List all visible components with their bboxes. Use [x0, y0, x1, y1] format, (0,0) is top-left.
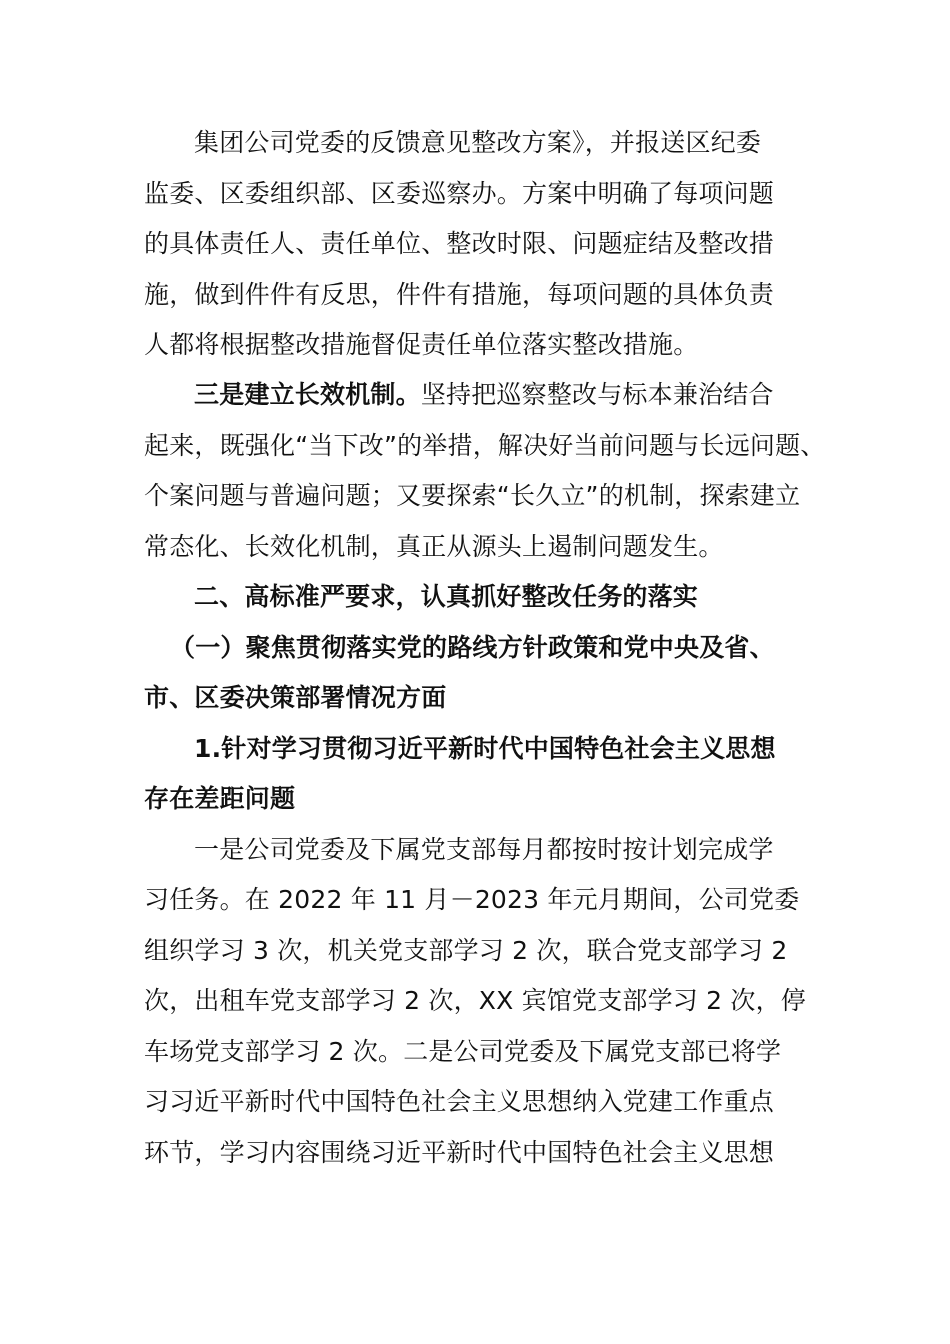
subsection-heading-cont: 市、区委决策部署情况方面 — [144, 683, 447, 712]
paragraph-text: 坚持把巡察整改与标本兼治结合 — [420, 380, 774, 409]
paragraph-line: 集团公司党委的反馈意见整改方案》，并报送区纪委 — [194, 128, 762, 157]
paragraph-line: 车场党支部学习 2 次。二是公司党委及下属党支部已将学 — [144, 1037, 782, 1066]
item-heading-cont: 存在差距问题 — [144, 784, 296, 813]
paragraph-line-with-lead — [194, 369, 824, 420]
paragraph-line: 组织学习 3 次，机关党支部学习 2 次，联合党支部学习 2 — [144, 936, 788, 965]
subsection-heading: （一）聚焦贯彻落实党的路线方针政策和党中央及省、 — [170, 633, 775, 662]
paragraph-line: 常态化、长效化机制，真正从源头上遏制问题发生。 — [144, 532, 724, 561]
paragraph-line: 施，做到件件有反思，件件有措施，每项问题的具体负责 — [144, 280, 775, 309]
paragraph-line: 起来，既强化“当下改”的举措，解决好当前问题与长远问题、 — [144, 431, 826, 460]
paragraph-line: 人都将根据整改措施督促责任单位落实整改措施。 — [144, 330, 699, 359]
paragraph-line: 次，出租车党支部学习 2 次，XX 宾馆党支部学习 2 次，停 — [144, 986, 807, 1015]
paragraph-line: 环节，学习内容围绕习近平新时代中国特色社会主义思想 — [144, 1138, 775, 1167]
bold-lead: 三是建立长效机制。 — [194, 380, 421, 409]
paragraph-line: 的具体责任人、责任单位、整改时限、问题症结及整改措 — [144, 229, 775, 258]
paragraph-line: 习任务。在 2022 年 11 月－2023 年元月期间，公司党委 — [144, 885, 800, 914]
paragraph-line: 一是公司党委及下属党支部每月都按时按计划完成学 — [194, 835, 774, 864]
item-heading: 1.针对学习贯彻习近平新时代中国特色社会主义思想 — [194, 734, 776, 763]
section-heading: 二、高标准严要求，认真抓好整改任务的落实 — [194, 582, 699, 611]
paragraph-line: 习习近平新时代中国特色社会主义思想纳入党建工作重点 — [144, 1087, 775, 1116]
paragraph-line: 监委、区委组织部、区委巡察办。方案中明确了每项问题 — [144, 179, 775, 208]
paragraph-line: 个案问题与普遍问题；又要探索“长久立”的机制，探索建立 — [144, 481, 801, 510]
